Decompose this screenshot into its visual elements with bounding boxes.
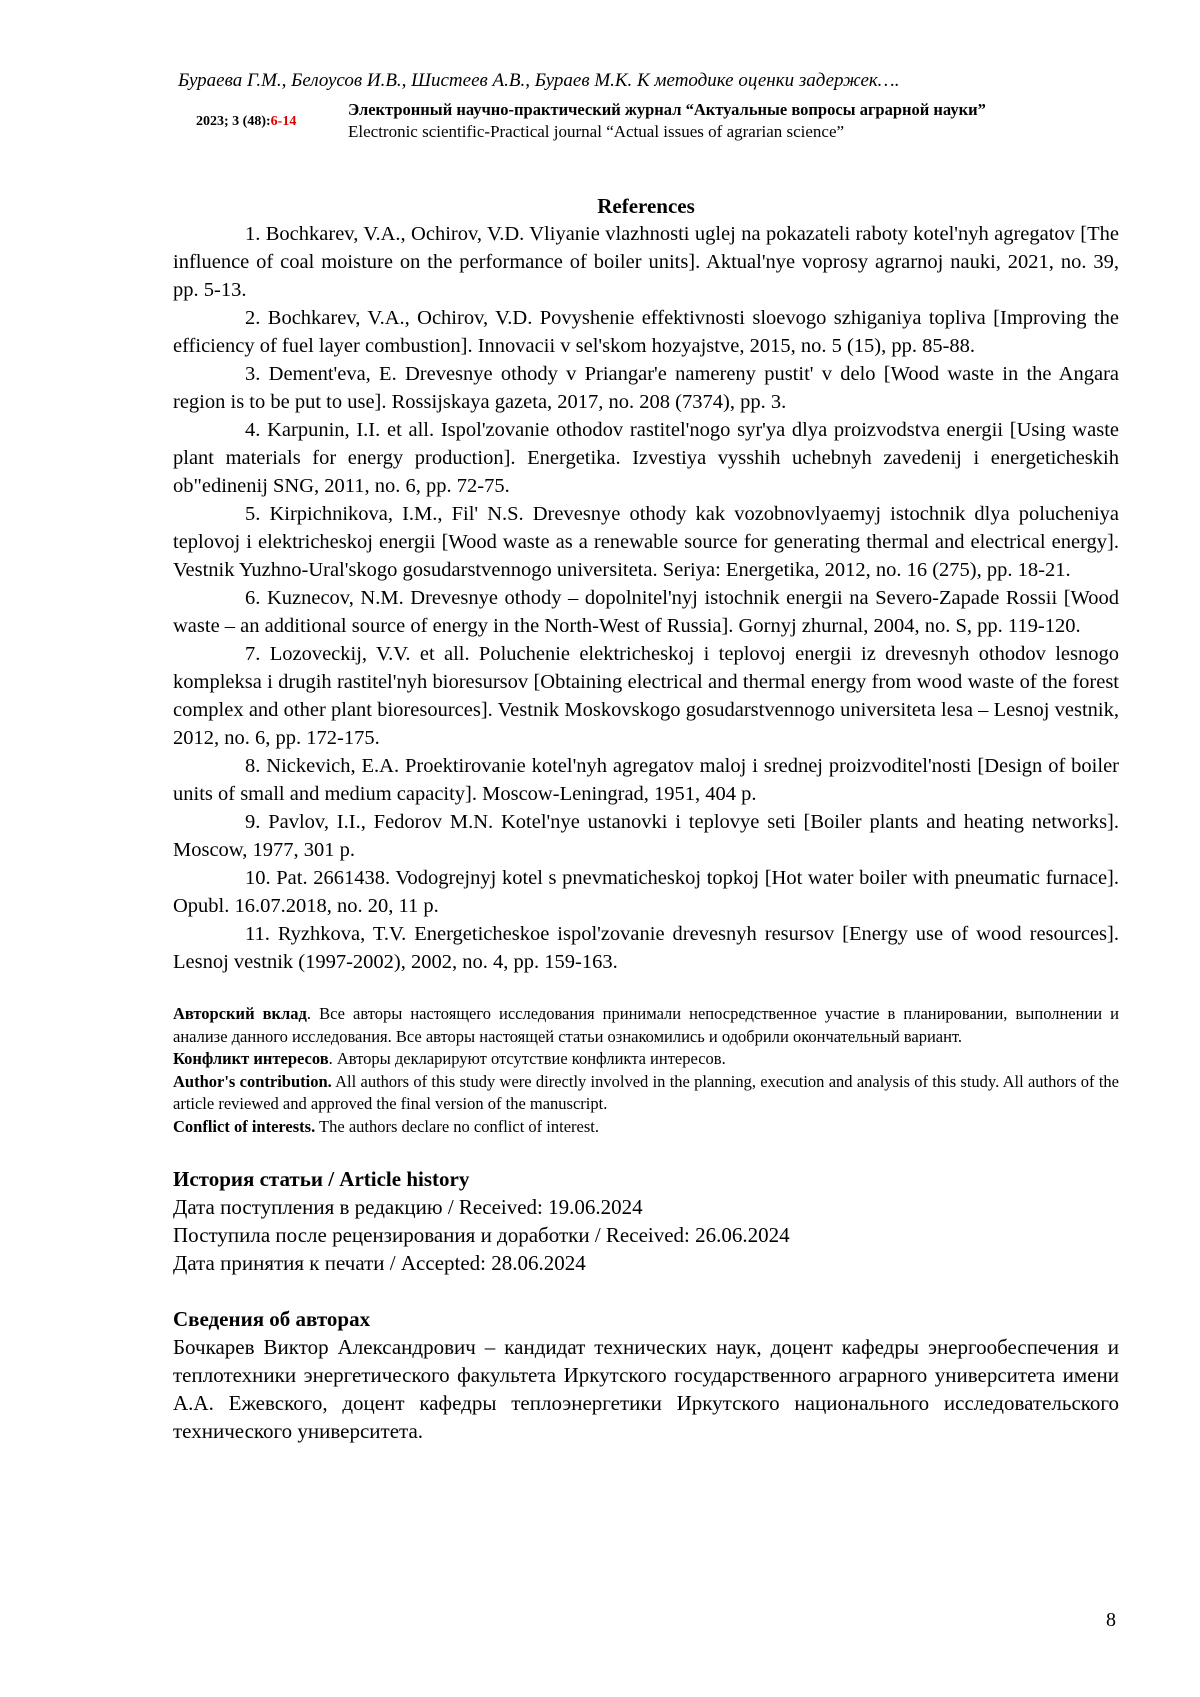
contribution-section: [173, 1003, 1119, 1138]
contribution-ru-text: . Все авторы настоящего исследования принимали непосредственное участие в планировании, выполнении и анализе данного исследования. Все авторы настоящей статьи ознакомились и одобрили окончательный вариант.: [173, 1004, 1119, 1046]
reference-item: 9. Pavlov, I.I., Fedorov M.N. Kotel'nye ustanovki i teplovye seti [Boiler plants and heating networks]. Moscow, 1977, 301 p.: [173, 808, 1119, 864]
journal-header: [190, 100, 1090, 146]
conflict-ru: [173, 1048, 1119, 1071]
reference-item: 6. Kuznecov, N.M. Drevesnye othody – dopolnitel'nyj istochnik energii na Severo-Zapade Rossii [Wood waste – an additional source of energy in the North-West of Russia]. Gornyj zhurnal, 2004, no. S, pp. 119-120.: [173, 584, 1119, 640]
issue-pages: 6-14: [271, 114, 297, 129]
authors-title: Сведения об авторах: [173, 1305, 1119, 1333]
contribution-en-text: All authors of this study were directly involved in the planning, execution and analysis of this study. All authors of the article reviewed and approved the final version of the manuscript.: [173, 1072, 1119, 1114]
author-bio: Бочкарев Виктор Александрович – кандидат технических наук, доцент кафедры энергообеспечения и теплотехники энергетического факультета Иркутского государственного аграрного университета имени А.А. Ежевского, доцент кафедры теплоэнергетики Иркутского национального исследовательского технического университета.: [173, 1333, 1119, 1445]
journal-issue: [196, 114, 296, 130]
history-accepted: Дата принятия к печати / Accepted: 28.06.2024: [173, 1249, 1119, 1277]
reference-item: 3. Dement'eva, E. Drevesnye othody v Priangar'e namereny pustit' v delo [Wood waste in the Angara region is to be put to use]. Rossijskaya gazeta, 2017, no. 208 (7374), pp. 3.: [173, 360, 1119, 416]
issue-number: 2023; 3 (48):: [196, 114, 271, 129]
references-heading: References: [173, 193, 1119, 220]
running-head: Бураева Г.М., Белоусов И.В., Шистеев А.В., Бураев М.К. К методике оценки задержек….: [178, 70, 899, 92]
references-list: [173, 220, 1119, 976]
page-number: 8: [1106, 1609, 1116, 1632]
reference-item: 5. Kirpichnikova, I.M., Fil' N.S. Drevesnye othody kak vozobnovlyaemyj istochnik dlya polucheniya teplovoj i elektricheskoj energii [Wood waste as a renewable source for generating thermal and electrical energy]. Vestnik Yuzhno-Ural'skogo gosudarstvennogo universiteta. Seriya: Energetika, 2012, no. 16 (275), pp. 18-21.: [173, 500, 1119, 584]
contribution-ru-label: Авторский вклад: [173, 1004, 307, 1023]
conflict-en: [173, 1116, 1119, 1139]
history-received: Дата поступления в редакцию / Received: 19.06.2024: [173, 1193, 1119, 1221]
contribution-en: [173, 1071, 1119, 1116]
conflict-en-text: The authors declare no conflict of interest.: [315, 1117, 599, 1136]
reference-item: 2. Bochkarev, V.A., Ochirov, V.D. Povyshenie effektivnosti sloevogo szhiganiya topliva [Improving the efficiency of fuel layer combustion]. Innovacii v sel'skom hozyajstve, 2015, no. 5 (15), pp. 85-88.: [173, 304, 1119, 360]
reference-item: 7. Lozoveckij, V.V. et all. Poluchenie elektricheskoj i teplovoj energii iz drevesnyh othodov lesnogo kompleksa i drugih rastitel'nyh bioresursov [Obtaining electrical and thermal energy from wood waste of the forest complex and other plant bioresources]. Vestnik Moskovskogo gosudarstvennogo universiteta lesa – Lesnoj vestnik, 2012, no. 6, pp. 172-175.: [173, 640, 1119, 752]
contribution-ru: [173, 1003, 1119, 1048]
authors-section: [173, 1305, 1119, 1445]
history-title: История статьи / Article history: [173, 1165, 1119, 1193]
reference-item: 8. Nickevich, E.A. Proektirovanie kotel'nyh agregatov maloj i srednej proizvoditel'nosti [Design of boiler units of small and medium capacity]. Moscow-Leningrad, 1951, 404 p.: [173, 752, 1119, 808]
page-content: [173, 193, 1119, 1445]
reference-item: 10. Pat. 2661438. Vodogrejnyj kotel s pnevmaticheskoj topkoj [Hot water boiler with pneumatic furnace]. Opubl. 16.07.2018, no. 20, 11 p.: [173, 864, 1119, 920]
contribution-en-label: Author's contribution.: [173, 1072, 332, 1091]
history-revised: Поступила после рецензирования и доработки / Received: 26.06.2024: [173, 1221, 1119, 1249]
conflict-ru-text: . Авторы декларируют отсутствие конфликта интересов.: [329, 1049, 726, 1068]
reference-item: 11. Ryzhkova, T.V. Energeticheskoe ispol'zovanie drevesnyh resursov [Energy use of wood resources]. Lesnoj vestnik (1997-2002), 2002, no. 4, pp. 159-163.: [173, 920, 1119, 976]
conflict-en-label: Conflict of interests.: [173, 1117, 315, 1136]
conflict-ru-label: Конфликт интересов: [173, 1049, 329, 1068]
journal-title-ru: Электронный научно-практический журнал “Актуальные вопросы аграрной науки”: [348, 100, 986, 120]
reference-item: 1. Bochkarev, V.A., Ochirov, V.D. Vliyanie vlazhnosti uglej na pokazateli raboty kotel'nyh agregatov [The influence of coal moisture on the performance of boiler units]. Aktual'nye voprosy agrarnoj nauki, 2021, no. 39, pp. 5-13.: [173, 220, 1119, 304]
journal-title-en: Electronic scientific-Practical journal “Actual issues of agrarian science”: [348, 122, 844, 142]
article-history: [173, 1165, 1119, 1277]
reference-item: 4. Karpunin, I.I. et all. Ispol'zovanie othodov rastitel'nogo syr'ya dlya proizvodstva energii [Using waste plant materials for energy production]. Energetika. Izvestiya vysshih uchebnyh zavedenij i energeticheskih ob"edinenij SNG, 2011, no. 6, pp. 72-75.: [173, 416, 1119, 500]
